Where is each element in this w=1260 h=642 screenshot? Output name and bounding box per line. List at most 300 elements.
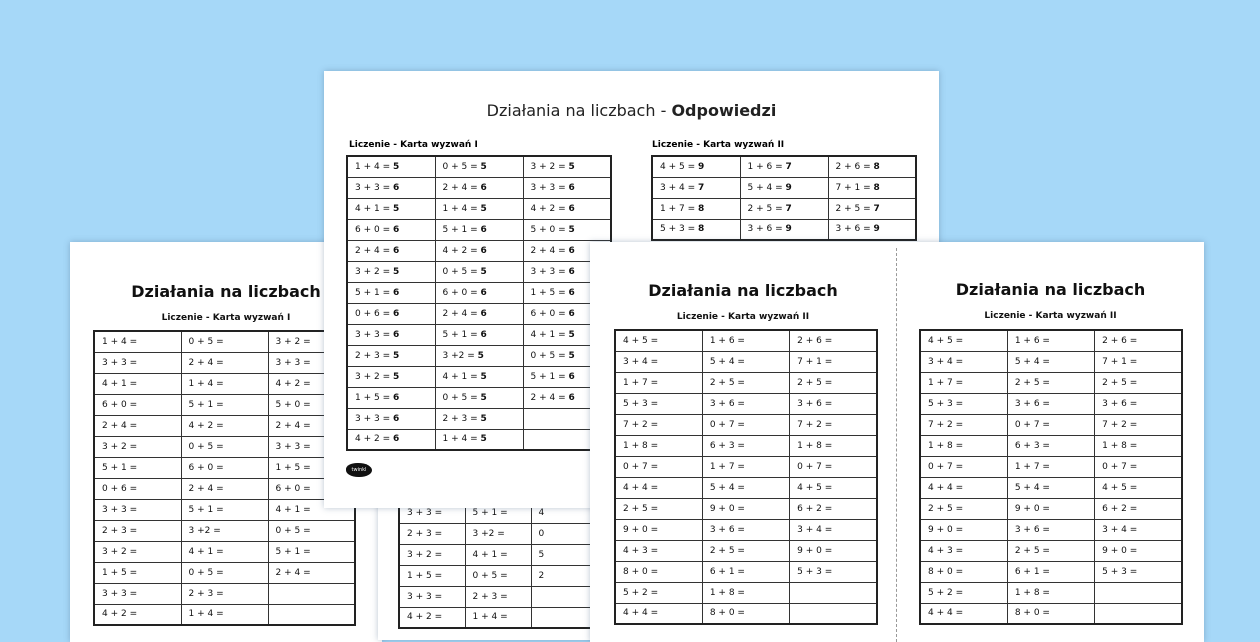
table-row: [920, 372, 1182, 393]
table-row: [615, 477, 877, 498]
answer-subtitle-1: Liczenie - Karta wyzwań I: [349, 140, 478, 150]
table-cell: 5 + 4 =: [702, 351, 789, 372]
expression: 2 + 5 =: [747, 203, 786, 214]
table-cell: 3 + 6 =: [1095, 393, 1182, 414]
answer-subtitle-2: Liczenie - Karta wyzwań II: [652, 140, 785, 150]
table-cell: 4 + 4 =: [920, 477, 1007, 498]
table-cell: 2 + 5 =: [1007, 372, 1094, 393]
expression: 3 + 2 =: [530, 161, 569, 172]
expression: 1 + 6 =: [747, 161, 786, 172]
table-row: [94, 604, 355, 625]
table-cell: 0 + 7 =: [702, 414, 789, 435]
table-cell: 4 + 2 =: [181, 415, 268, 436]
table-cell: [435, 366, 523, 387]
table-cell: [435, 261, 523, 282]
table-row: [94, 331, 355, 352]
table-cell: [790, 582, 877, 603]
table-cell: 2 + 5 =: [1095, 372, 1182, 393]
table-cell: 2 + 6 =: [790, 330, 877, 351]
table-cell: 3 + 6 =: [1007, 519, 1094, 540]
exercise-table: [93, 330, 356, 626]
table-cell: [347, 387, 435, 408]
table-row: [615, 351, 877, 372]
table-cell: 4 + 5 =: [1095, 477, 1182, 498]
table-row: [652, 219, 916, 240]
table-row: [94, 499, 355, 520]
table-cell: [347, 366, 435, 387]
table-row: [347, 387, 611, 408]
table-row: [615, 435, 877, 456]
table-cell: [1095, 582, 1182, 603]
table-row: [920, 519, 1182, 540]
table-row: [94, 436, 355, 457]
answer-value: 6: [392, 392, 400, 403]
table-cell: [347, 282, 435, 303]
table-cell: 8 + 0 =: [920, 561, 1007, 582]
expression: 6 + 0 =: [442, 287, 481, 298]
table-cell: 3 + 4 =: [920, 351, 1007, 372]
table-cell: 0 + 7 =: [1095, 456, 1182, 477]
table-row: [94, 394, 355, 415]
table-cell: [435, 345, 523, 366]
table-cell: 8 + 0 =: [1007, 603, 1094, 624]
answer-value: 6: [480, 329, 487, 340]
expression: 5 + 1 =: [442, 224, 481, 235]
table-row: [399, 565, 597, 586]
table-cell: [652, 177, 740, 198]
answer-value: 6: [392, 182, 400, 193]
table-cell: 4 + 4 =: [615, 603, 702, 624]
table-cell: 4 + 3 =: [615, 540, 702, 561]
table-cell: [1095, 603, 1182, 624]
table-cell: [435, 282, 523, 303]
table-cell: 0 + 7 =: [790, 456, 877, 477]
answer-value: 5: [568, 224, 575, 235]
table-cell: 3 +2 =: [181, 520, 268, 541]
table-cell: 3 + 4 =: [615, 351, 702, 372]
table-cell: 7 + 2 =: [615, 414, 702, 435]
table-row: [615, 498, 877, 519]
expression: 1 + 7 =: [660, 203, 698, 214]
table-cell: 7 + 1 =: [790, 351, 877, 372]
answer-value: 5: [392, 266, 400, 277]
answer-title-bold: Odpowiedzi: [671, 101, 777, 120]
table-row: [399, 607, 597, 628]
table-cell: 4 + 4 =: [615, 477, 702, 498]
table-row: [920, 330, 1182, 351]
table-row: [347, 219, 611, 240]
table-cell: [828, 177, 916, 198]
table-cell: 3 + 4 =: [1095, 519, 1182, 540]
table-cell: 1 + 8 =: [790, 435, 877, 456]
table-row: [347, 156, 611, 177]
table-row: [94, 352, 355, 373]
exercise-table: [398, 501, 598, 629]
table-cell: 0 + 5 =: [268, 520, 355, 541]
table-cell: 5 + 2 =: [920, 582, 1007, 603]
answer-value: 7: [697, 182, 705, 193]
expression: 5 + 1 =: [355, 287, 393, 298]
table-cell: 2 + 6 =: [1095, 330, 1182, 351]
table-cell: 4 + 2 =: [268, 373, 355, 394]
table-cell: 8 + 0 =: [615, 561, 702, 582]
expression: 3 + 2 =: [355, 266, 393, 277]
table-cell: 5 + 1 =: [268, 541, 355, 562]
table-cell: 5 + 1 =: [181, 394, 268, 415]
table-row: [399, 544, 597, 565]
table-cell: 5 + 0 =: [268, 394, 355, 415]
page-title: Działania na liczbach: [131, 282, 321, 301]
table-row: [615, 372, 877, 393]
answer-title-text: Działania na liczbach -: [486, 101, 672, 120]
table-cell: [347, 156, 435, 177]
table-cell: 2 + 3 =: [399, 523, 465, 544]
expression: 3 +2 =: [442, 350, 478, 361]
table-cell: [652, 219, 740, 240]
table-cell: 1 + 5 =: [94, 562, 181, 583]
table-cell: 5 + 4 =: [1007, 477, 1094, 498]
table-cell: 7 + 2 =: [790, 414, 877, 435]
expression: 5 + 1 =: [442, 329, 481, 340]
page-title: Działania na liczbach: [648, 281, 838, 300]
answer-value: 6: [568, 266, 575, 277]
answer-value: 6: [568, 203, 575, 214]
answer-value: 8: [697, 224, 705, 235]
expression: 4 + 1 =: [442, 371, 481, 382]
table-cell: 9 + 0 =: [1007, 498, 1094, 519]
answer-value: 6: [392, 308, 400, 319]
answer-value: 8: [873, 182, 880, 193]
table-cell: 0 + 5 =: [465, 565, 531, 586]
table-cell: 1 + 7 =: [702, 456, 789, 477]
expression: 3 + 6 =: [747, 224, 786, 235]
answer-value: 6: [392, 245, 400, 256]
expression: 4 + 2 =: [442, 245, 481, 256]
table-row: [94, 562, 355, 583]
expression: 0 + 5 =: [530, 350, 569, 361]
table-cell: 3 + 6 =: [1007, 393, 1094, 414]
table-row: [920, 561, 1182, 582]
table-row: [615, 330, 877, 351]
expression: 6 + 0 =: [355, 224, 393, 235]
table-cell: 1 + 7 =: [1007, 456, 1094, 477]
expression: 2 + 6 =: [835, 161, 874, 172]
table-cell: 9 + 0 =: [1095, 540, 1182, 561]
right-half-a: [590, 242, 896, 642]
table-cell: 1 + 7 =: [615, 372, 702, 393]
table-cell: 2 + 4 =: [268, 562, 355, 583]
table-cell: [347, 198, 435, 219]
answer-value: 5: [568, 350, 575, 361]
table-cell: 3 + 3 =: [268, 352, 355, 373]
table-cell: 3 +2 =: [465, 523, 531, 544]
answer-value: 6: [480, 224, 487, 235]
expression: 2 + 4 =: [442, 308, 481, 319]
answer-value: 6: [392, 224, 400, 235]
table-row: [94, 583, 355, 604]
table-cell: 2 + 4 =: [268, 415, 355, 436]
table-cell: 1 + 6 =: [1007, 330, 1094, 351]
table-cell: 1 + 4 =: [465, 607, 531, 628]
table-cell: 3 + 3 =: [94, 499, 181, 520]
table-cell: 2 + 5 =: [1007, 540, 1094, 561]
table-cell: 0 + 6 =: [94, 478, 181, 499]
answer-value: 6: [568, 392, 575, 403]
table-cell: 1 + 8 =: [1095, 435, 1182, 456]
table-cell: 1 + 5 =: [268, 457, 355, 478]
table-cell: 4 + 2 =: [399, 607, 465, 628]
table-cell: 2 + 4 =: [181, 478, 268, 499]
table-cell: 5 + 4 =: [1007, 351, 1094, 372]
table-cell: 9 + 0 =: [615, 519, 702, 540]
table-cell: [435, 303, 523, 324]
expression: 4 + 1 =: [355, 203, 393, 214]
table-cell: 2: [531, 565, 597, 586]
table-cell: [435, 387, 523, 408]
table-row: [615, 393, 877, 414]
table-cell: 2 + 5 =: [615, 498, 702, 519]
table-row: [652, 156, 916, 177]
table-cell: 4 + 1 =: [181, 541, 268, 562]
table-cell: [347, 408, 435, 429]
answer-value: 6: [392, 413, 400, 424]
answer-value: 6: [392, 329, 400, 340]
table-cell: [268, 604, 355, 625]
expression: 3 + 6 =: [835, 224, 874, 235]
table-cell: 7 + 2 =: [920, 414, 1007, 435]
answer-value: 5: [480, 203, 487, 214]
table-cell: [828, 156, 916, 177]
table-cell: 2 + 5 =: [702, 372, 789, 393]
table-row: [347, 408, 611, 429]
table-row: [652, 177, 916, 198]
table-row: [94, 520, 355, 541]
expression: 7 + 1 =: [835, 182, 874, 193]
table-cell: [740, 177, 828, 198]
table-cell: 4 + 1 =: [268, 499, 355, 520]
answer-value: 8: [697, 203, 705, 214]
table-cell: 6 + 1 =: [702, 561, 789, 582]
table-row: [399, 523, 597, 544]
table-cell: 2 + 3 =: [181, 583, 268, 604]
table-row: [347, 261, 611, 282]
answer-value: 9: [785, 224, 792, 235]
table-row: [652, 198, 916, 219]
twinkl-logo: twinkl: [346, 463, 372, 477]
expression: 4 + 2 =: [355, 434, 393, 445]
expression: 3 + 3 =: [530, 182, 569, 193]
table-cell: [828, 219, 916, 240]
table-cell: 2 + 4 =: [181, 352, 268, 373]
table-row: [615, 582, 877, 603]
table-cell: 6 + 2 =: [1095, 498, 1182, 519]
table-cell: 5 + 1 =: [181, 499, 268, 520]
table-cell: 0 + 7 =: [920, 456, 1007, 477]
expression: 4 + 2 =: [530, 203, 569, 214]
table-cell: [268, 583, 355, 604]
table-cell: 2 + 4 =: [94, 415, 181, 436]
table-row: [615, 561, 877, 582]
table-cell: 3 + 4 =: [790, 519, 877, 540]
table-cell: 2 + 3 =: [465, 586, 531, 607]
answer-value: 5: [568, 329, 575, 340]
table-cell: 2 + 5 =: [920, 498, 1007, 519]
table-row: [347, 240, 611, 261]
expression: 5 + 4 =: [747, 182, 786, 193]
table-cell: 6 + 3 =: [1007, 435, 1094, 456]
answer-value: 5: [480, 371, 487, 382]
table-row: [615, 519, 877, 540]
expression: 2 + 4 =: [530, 392, 569, 403]
expression: 0 + 5 =: [442, 392, 481, 403]
expression: 1 + 5 =: [355, 392, 393, 403]
exercise-table: [919, 329, 1183, 625]
table-cell: 0 + 5 =: [181, 331, 268, 352]
table-cell: [790, 603, 877, 624]
table-cell: 3 + 3 =: [94, 352, 181, 373]
answer-table-2: [651, 155, 917, 241]
table-cell: 7 + 1 =: [1095, 351, 1182, 372]
table-cell: [652, 156, 740, 177]
table-row: [94, 541, 355, 562]
table-cell: [523, 177, 611, 198]
table-cell: 3 + 2 =: [94, 541, 181, 562]
table-cell: [435, 219, 523, 240]
table-cell: 6 + 1 =: [1007, 561, 1094, 582]
table-cell: [435, 240, 523, 261]
table-row: [347, 345, 611, 366]
table-row: [920, 540, 1182, 561]
answer-value: 5: [480, 392, 487, 403]
table-row: [347, 429, 611, 450]
table-cell: [347, 240, 435, 261]
table-cell: 4 + 1 =: [94, 373, 181, 394]
table-cell: [740, 156, 828, 177]
answer-value: 6: [392, 287, 400, 298]
expression: 1 + 4 =: [442, 434, 481, 445]
table-cell: 3 + 3 =: [94, 583, 181, 604]
answer-value: 7: [785, 161, 792, 172]
answer-value: 6: [480, 308, 487, 319]
answer-value: 9: [785, 182, 792, 193]
table-cell: 1 + 8 =: [920, 435, 1007, 456]
expression: 3 + 3 =: [355, 413, 393, 424]
table-cell: 3 + 6 =: [702, 393, 789, 414]
expression: 0 + 6 =: [355, 308, 393, 319]
table-cell: 5 + 3 =: [1095, 561, 1182, 582]
answer-value: 5: [480, 434, 487, 445]
right-half-b: [897, 242, 1204, 642]
table-cell: 2 + 5 =: [702, 540, 789, 561]
table-row: [920, 456, 1182, 477]
expression: 3 + 3 =: [355, 329, 393, 340]
table-row: [347, 324, 611, 345]
table-cell: [531, 607, 597, 628]
expression: 3 + 3 =: [530, 266, 569, 277]
table-cell: 3 + 2 =: [268, 331, 355, 352]
table-cell: 0 + 5 =: [181, 436, 268, 457]
expression: 2 + 4 =: [530, 245, 569, 256]
expression: 5 + 1 =: [530, 371, 569, 382]
table-row: [920, 351, 1182, 372]
expression: 5 + 0 =: [530, 224, 569, 235]
table-cell: 9 + 0 =: [920, 519, 1007, 540]
answer-value: 6: [568, 308, 575, 319]
table-cell: [435, 198, 523, 219]
table-cell: 0: [531, 523, 597, 544]
answer-value: 5: [477, 350, 484, 361]
answer-value: 9: [697, 161, 705, 172]
table-cell: 5 + 3 =: [790, 561, 877, 582]
table-cell: 1 + 4 =: [94, 331, 181, 352]
answer-title: [324, 101, 939, 120]
table-row: [920, 498, 1182, 519]
table-row: [615, 456, 877, 477]
table-cell: [435, 429, 523, 450]
table-cell: 1 + 4 =: [181, 373, 268, 394]
answer-value: 5: [392, 203, 400, 214]
table-row: [347, 177, 611, 198]
table-row: [347, 282, 611, 303]
table-cell: 3 + 6 =: [790, 393, 877, 414]
table-row: [399, 586, 597, 607]
table-cell: 3 + 3 =: [399, 502, 465, 523]
exercise-table: [614, 329, 878, 625]
answer-value: 5: [392, 371, 400, 382]
table-cell: 6 + 3 =: [702, 435, 789, 456]
table-row: [920, 582, 1182, 603]
answer-table-1: [346, 155, 612, 451]
table-cell: 1 + 7 =: [920, 372, 1007, 393]
table-cell: 0 + 5 =: [181, 562, 268, 583]
table-cell: 2 + 3 =: [94, 520, 181, 541]
table-row: [920, 603, 1182, 624]
answer-value: 7: [785, 203, 792, 214]
expression: 6 + 0 =: [530, 308, 569, 319]
table-cell: 1 + 4 =: [181, 604, 268, 625]
table-row: [920, 477, 1182, 498]
table-cell: 1 + 8 =: [615, 435, 702, 456]
table-row: [94, 415, 355, 436]
table-cell: [347, 324, 435, 345]
table-cell: [347, 261, 435, 282]
table-cell: 5 + 1 =: [94, 457, 181, 478]
answer-value: 7: [873, 203, 880, 214]
table-cell: [531, 586, 597, 607]
table-row: [920, 414, 1182, 435]
table-cell: [347, 177, 435, 198]
answer-value: 5: [392, 161, 400, 172]
table-cell: 0 + 7 =: [615, 456, 702, 477]
expression: 2 + 3 =: [442, 413, 481, 424]
expression: 3 + 2 =: [355, 371, 393, 382]
expression: 2 + 4 =: [442, 182, 481, 193]
expression: 1 + 4 =: [355, 161, 393, 172]
expression: 5 + 3 =: [660, 224, 698, 235]
table-row: [94, 457, 355, 478]
table-cell: 6 + 0 =: [268, 478, 355, 499]
answer-value: 8: [873, 161, 880, 172]
expression: 4 + 1 =: [530, 329, 569, 340]
worksheet-right: [590, 242, 1204, 642]
table-cell: [435, 324, 523, 345]
table-cell: 4: [531, 502, 597, 523]
answer-value: 6: [480, 287, 487, 298]
table-cell: [652, 198, 740, 219]
table-cell: [347, 303, 435, 324]
expression: 3 + 3 =: [355, 182, 393, 193]
table-cell: 0 + 7 =: [1007, 414, 1094, 435]
